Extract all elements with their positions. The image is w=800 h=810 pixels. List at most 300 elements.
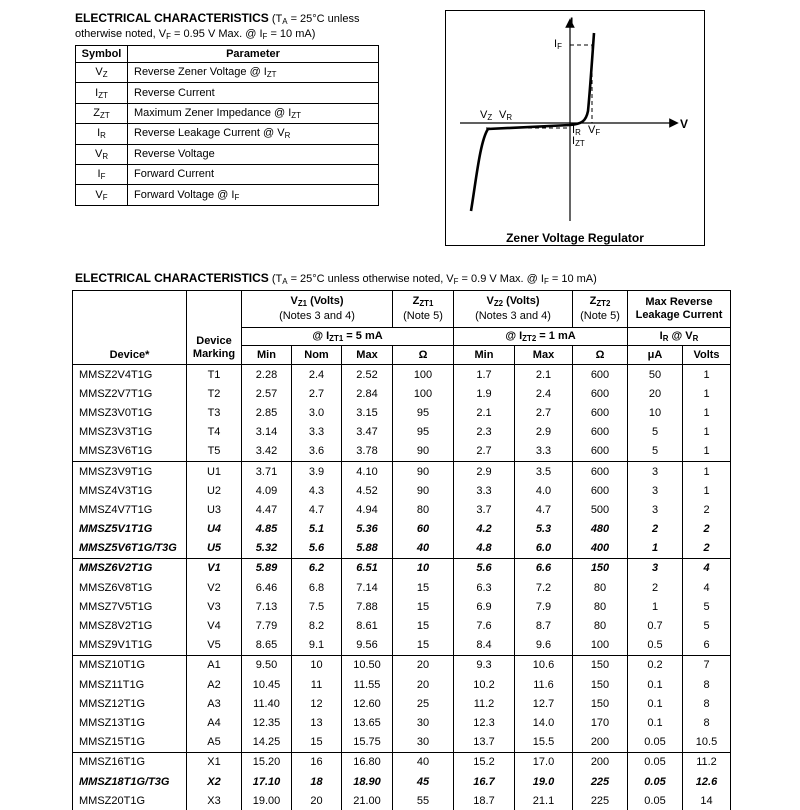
ir-cell: 5 xyxy=(628,442,683,462)
zzt1-cell: 45 xyxy=(393,772,454,791)
symbol-cell: $I_{ZT}$ xyxy=(76,83,128,103)
table-row xyxy=(73,713,731,732)
zzt1-cell: 90 xyxy=(393,442,454,462)
vz2-max-cell: 2.9 xyxy=(515,423,573,442)
vz2-max-cell: 3.5 xyxy=(515,461,573,481)
zener-iv-diagram xyxy=(445,10,705,246)
vz1-min-cell: 4.09 xyxy=(242,481,292,500)
table-row xyxy=(73,403,731,422)
parameter-cell: Forward Voltage @ $I_F$ xyxy=(128,185,379,205)
vz2-max-cell: 6.6 xyxy=(515,558,573,578)
vz2-min-cell: 2.1 xyxy=(454,403,515,422)
vr-label: $V_R$ xyxy=(499,109,513,122)
zzt1-cell: 20 xyxy=(393,675,454,694)
zzt2-cell: 150 xyxy=(573,675,628,694)
table-row xyxy=(73,752,731,772)
vz1-min-cell: 8.65 xyxy=(242,636,292,656)
marking-cell: X2 xyxy=(187,772,242,791)
symbol-row xyxy=(76,124,379,144)
vz2-min-cell: 10.2 xyxy=(454,675,515,694)
vz2-max-cell: 15.5 xyxy=(515,733,573,753)
vz1-max-cell: 3.47 xyxy=(342,423,393,442)
vz1-nom-cell: 6.2 xyxy=(292,558,342,578)
vz1-min-cell: 12.35 xyxy=(242,713,292,732)
symbol-cell: $Z_{ZT}$ xyxy=(76,103,128,123)
vz1-max-cell: 4.10 xyxy=(342,461,393,481)
symbol-cell: $V_Z$ xyxy=(76,63,128,83)
vz2-min-cell: 12.3 xyxy=(454,713,515,732)
device-cell: MMSZ16T1G xyxy=(73,752,187,772)
vz1-nom-cell: 10 xyxy=(292,655,342,675)
vz1-nom-cell: 4.3 xyxy=(292,481,342,500)
vz2-max-cell: 8.7 xyxy=(515,616,573,635)
zzt2-cell: 600 xyxy=(573,461,628,481)
vz2-min-cell: 11.2 xyxy=(454,694,515,713)
vz2-min-cell: 18.7 xyxy=(454,791,515,810)
zzt1-cell: 30 xyxy=(393,713,454,732)
device-cell: MMSZ13T1G xyxy=(73,713,187,732)
vr-cell: 1 xyxy=(683,423,731,442)
vz1-nom-cell: 3.6 xyxy=(292,442,342,462)
zzt2-cell: 150 xyxy=(573,655,628,675)
zzt1-cell: 15 xyxy=(393,616,454,635)
vz1-max-cell: 5.88 xyxy=(342,539,393,559)
zzt1-cell: 100 xyxy=(393,384,454,403)
vz1-nom-cell: 9.1 xyxy=(292,636,342,656)
ir-cell: 3 xyxy=(628,461,683,481)
vz2-header: $V_{Z2}$ (Volts) (Notes 3 and 4) xyxy=(454,291,573,328)
vz1-nom-cell: 3.0 xyxy=(292,403,342,422)
marking-cell: T1 xyxy=(187,365,242,385)
marking-cell: U3 xyxy=(187,500,242,519)
device-cell: MMSZ9V1T1G xyxy=(73,636,187,656)
zzt1-cell: 80 xyxy=(393,500,454,519)
vz1-min-cell: 2.57 xyxy=(242,384,292,403)
axis-i-label: I xyxy=(570,15,574,29)
vz1-max-cell: 4.52 xyxy=(342,481,393,500)
vr-cell: 1 xyxy=(683,403,731,422)
top-title-bold: ELECTRICAL CHARACTERISTICS xyxy=(75,11,269,25)
vz1-max-cell: 2.84 xyxy=(342,384,393,403)
col-parameter-header: Parameter xyxy=(128,46,379,63)
vz2-max-cell: 7.2 xyxy=(515,578,573,597)
vz1-header: $V_{Z1}$ (Volts) (Notes 3 and 4) xyxy=(242,291,393,328)
vr-cell: 2 xyxy=(683,520,731,539)
vz1-min-cell: 4.85 xyxy=(242,520,292,539)
vz1-min-cell: 3.14 xyxy=(242,423,292,442)
marking-cell: V1 xyxy=(187,558,242,578)
zzt2-cell: 600 xyxy=(573,442,628,462)
izt2-condition-header: @ $I_{ZT2} = 1$ mA xyxy=(454,328,628,346)
vz1-min-cell: 3.71 xyxy=(242,461,292,481)
vz2-max-cell: 2.1 xyxy=(515,365,573,385)
table-row xyxy=(73,558,731,578)
vz1-max-cell: 6.51 xyxy=(342,558,393,578)
table-row xyxy=(73,539,731,559)
zzt1-ohm-header: Ω xyxy=(393,346,454,365)
vr-cell: 1 xyxy=(683,384,731,403)
vz2-max-cell: 12.7 xyxy=(515,694,573,713)
ir-cell: 0.05 xyxy=(628,733,683,753)
marking-cell: V4 xyxy=(187,616,242,635)
zzt1-cell: 15 xyxy=(393,578,454,597)
zzt1-cell: 40 xyxy=(393,752,454,772)
device-cell: MMSZ20T1G xyxy=(73,791,187,810)
marking-cell: T4 xyxy=(187,423,242,442)
ir-cell: 0.05 xyxy=(628,772,683,791)
vz1-max-cell: 7.14 xyxy=(342,578,393,597)
izt-label: $I_{ZT}$ xyxy=(572,135,585,148)
vz1-max-cell: 15.75 xyxy=(342,733,393,753)
vr-cell: 14 xyxy=(683,791,731,810)
zzt1-header: $Z_{ZT1}$ (Note 5) xyxy=(393,291,454,328)
zzt2-cell: 100 xyxy=(573,636,628,656)
device-cell: MMSZ2V4T1G xyxy=(73,365,187,385)
vz1-nom-cell: 18 xyxy=(292,772,342,791)
vz2-max-cell: 5.3 xyxy=(515,520,573,539)
marking-header: Device Marking xyxy=(187,291,242,365)
col-symbol-header: Symbol xyxy=(76,46,128,63)
vz2-max-cell: 21.1 xyxy=(515,791,573,810)
vz2-max-cell: 4.7 xyxy=(515,500,573,519)
marking-cell: A1 xyxy=(187,655,242,675)
ir-cell: 20 xyxy=(628,384,683,403)
ir-cell: 3 xyxy=(628,558,683,578)
symbol-row xyxy=(76,83,379,103)
zzt2-cell: 225 xyxy=(573,791,628,810)
vz1-min-cell: 11.40 xyxy=(242,694,292,713)
table-row xyxy=(73,442,731,462)
device-cell: MMSZ3V0T1G xyxy=(73,403,187,422)
ir-cell: 10 xyxy=(628,403,683,422)
vz2-min-cell: 2.3 xyxy=(454,423,515,442)
vz1-max-cell: 18.90 xyxy=(342,772,393,791)
zzt2-header: $Z_{ZT2}$ (Note 5) xyxy=(573,291,628,328)
vz2-min-cell: 3.7 xyxy=(454,500,515,519)
vr-cell: 2 xyxy=(683,539,731,559)
zzt2-cell: 80 xyxy=(573,597,628,616)
ir-cell: 2 xyxy=(628,578,683,597)
vz1-max-cell: 9.56 xyxy=(342,636,393,656)
vr-cell: 8 xyxy=(683,694,731,713)
vz1-nom-cell: 2.4 xyxy=(292,365,342,385)
zzt1-cell: 20 xyxy=(393,655,454,675)
table-row xyxy=(73,655,731,675)
izt1-condition-header: @ $I_{ZT1} = 5$ mA xyxy=(242,328,454,346)
marking-cell: A5 xyxy=(187,733,242,753)
vz1-nom-cell: 6.8 xyxy=(292,578,342,597)
marking-cell: A2 xyxy=(187,675,242,694)
vz2-min-cell: 3.3 xyxy=(454,481,515,500)
device-cell: MMSZ10T1G xyxy=(73,655,187,675)
table-row xyxy=(73,461,731,481)
vz1-min-cell: 5.32 xyxy=(242,539,292,559)
vz1-max-header: Max xyxy=(342,346,393,365)
vz2-min-header: Min xyxy=(454,346,515,365)
vz1-nom-cell: 16 xyxy=(292,752,342,772)
zener-iv-curve xyxy=(471,33,594,211)
symbol-parameter-table xyxy=(75,45,379,206)
device-cell: MMSZ8V2T1G xyxy=(73,616,187,635)
table-row xyxy=(73,616,731,635)
vz2-max-cell: 10.6 xyxy=(515,655,573,675)
vz1-min-cell: 15.20 xyxy=(242,752,292,772)
symbol-cell: $V_F$ xyxy=(76,185,128,205)
zzt2-cell: 80 xyxy=(573,578,628,597)
vz2-min-cell: 6.3 xyxy=(454,578,515,597)
zzt1-cell: 90 xyxy=(393,461,454,481)
vz1-max-cell: 3.78 xyxy=(342,442,393,462)
zzt1-cell: 95 xyxy=(393,403,454,422)
device-cell: MMSZ15T1G xyxy=(73,733,187,753)
vz1-min-cell: 6.46 xyxy=(242,578,292,597)
ir-label: $I_R$ xyxy=(572,124,581,137)
vz1-nom-cell: 5.6 xyxy=(292,539,342,559)
vz1-min-cell: 5.89 xyxy=(242,558,292,578)
vz1-max-cell: 10.50 xyxy=(342,655,393,675)
vz2-max-cell: 6.0 xyxy=(515,539,573,559)
vz2-max-cell: 2.7 xyxy=(515,403,573,422)
vr-cell: 7 xyxy=(683,655,731,675)
vz1-nom-cell: 7.5 xyxy=(292,597,342,616)
marking-cell: V3 xyxy=(187,597,242,616)
vz1-nom-cell: 12 xyxy=(292,694,342,713)
vz1-max-cell: 4.94 xyxy=(342,500,393,519)
ir-cell: 1 xyxy=(628,539,683,559)
vr-cell: 12.6 xyxy=(683,772,731,791)
vz2-min-cell: 1.9 xyxy=(454,384,515,403)
vr-cell: 4 xyxy=(683,578,731,597)
zzt1-cell: 60 xyxy=(393,520,454,539)
zzt2-cell: 500 xyxy=(573,500,628,519)
marking-cell: X1 xyxy=(187,752,242,772)
ir-cell: 0.1 xyxy=(628,675,683,694)
vz2-max-header: Max xyxy=(515,346,573,365)
vz2-min-cell: 16.7 xyxy=(454,772,515,791)
vz1-max-cell: 11.55 xyxy=(342,675,393,694)
axis-v-label: V xyxy=(680,117,689,131)
vz1-min-cell: 9.50 xyxy=(242,655,292,675)
vz2-min-cell: 1.7 xyxy=(454,365,515,385)
vz2-min-cell: 4.8 xyxy=(454,539,515,559)
vz2-min-cell: 2.9 xyxy=(454,461,515,481)
zzt1-cell: 100 xyxy=(393,365,454,385)
main-table-title xyxy=(75,271,597,286)
ir-cell: 0.2 xyxy=(628,655,683,675)
zzt1-cell: 55 xyxy=(393,791,454,810)
zzt2-cell: 600 xyxy=(573,384,628,403)
marking-cell: A3 xyxy=(187,694,242,713)
electrical-characteristics-table xyxy=(72,290,731,810)
vz1-nom-cell: 2.7 xyxy=(292,384,342,403)
symbol-cell: $I_R$ xyxy=(76,124,128,144)
vz2-max-cell: 17.0 xyxy=(515,752,573,772)
vz2-max-cell: 2.4 xyxy=(515,384,573,403)
vz1-nom-cell: 8.2 xyxy=(292,616,342,635)
ir-cell: 3 xyxy=(628,500,683,519)
table-row xyxy=(73,423,731,442)
device-cell: MMSZ6V8T1G xyxy=(73,578,187,597)
main-title-cond: ($T_A = 25^\circ C$ unless otherwise noted, $V_F = 0.9$ V Max. @ $I_F = 10$ mA) xyxy=(268,273,597,286)
vz2-min-cell: 2.7 xyxy=(454,442,515,462)
vr-cell: 1 xyxy=(683,461,731,481)
marking-cell: U2 xyxy=(187,481,242,500)
vz2-max-cell: 9.6 xyxy=(515,636,573,656)
symbol-row xyxy=(76,63,379,83)
symbol-cell: $I_F$ xyxy=(76,164,128,184)
zzt1-cell: 10 xyxy=(393,558,454,578)
vz1-max-cell: 21.00 xyxy=(342,791,393,810)
vr-cell: 5 xyxy=(683,616,731,635)
vr-cell: 1 xyxy=(683,481,731,500)
vz1-min-cell: 2.85 xyxy=(242,403,292,422)
table-row xyxy=(73,636,731,656)
ir-cell: 2 xyxy=(628,520,683,539)
device-cell: MMSZ12T1G xyxy=(73,694,187,713)
vz1-nom-cell: 11 xyxy=(292,675,342,694)
zzt2-cell: 225 xyxy=(573,772,628,791)
zzt2-cell: 200 xyxy=(573,733,628,753)
vz1-nom-cell: 4.7 xyxy=(292,500,342,519)
zzt2-cell: 170 xyxy=(573,713,628,732)
vz1-nom-cell: 13 xyxy=(292,713,342,732)
vz1-min-cell: 7.13 xyxy=(242,597,292,616)
table-row xyxy=(73,500,731,519)
ir-cell: 0.1 xyxy=(628,713,683,732)
vz2-min-cell: 5.6 xyxy=(454,558,515,578)
device-cell: MMSZ11T1G xyxy=(73,675,187,694)
vz-label: $V_Z$ xyxy=(480,109,493,122)
device-cell: MMSZ3V9T1G xyxy=(73,461,187,481)
vz1-max-cell: 3.15 xyxy=(342,403,393,422)
symbol-row xyxy=(76,103,379,123)
vr-cell: 2 xyxy=(683,500,731,519)
zzt1-cell: 30 xyxy=(393,733,454,753)
if-label: $I_F$ xyxy=(554,38,562,51)
vz1-nom-cell: 3.9 xyxy=(292,461,342,481)
vz1-max-cell: 7.88 xyxy=(342,597,393,616)
zzt2-cell: 150 xyxy=(573,558,628,578)
vz1-min-cell: 3.42 xyxy=(242,442,292,462)
marking-cell: V2 xyxy=(187,578,242,597)
table-row xyxy=(73,384,731,403)
marking-cell: T5 xyxy=(187,442,242,462)
vz1-min-cell: 7.79 xyxy=(242,616,292,635)
vz1-min-header: Min xyxy=(242,346,292,365)
vz2-min-cell: 7.6 xyxy=(454,616,515,635)
vz1-min-cell: 10.45 xyxy=(242,675,292,694)
ir-cell: 0.5 xyxy=(628,636,683,656)
vr-cell: 8 xyxy=(683,713,731,732)
vz1-min-cell: 2.28 xyxy=(242,365,292,385)
ir-cell: 0.05 xyxy=(628,791,683,810)
vz1-max-cell: 5.36 xyxy=(342,520,393,539)
device-cell: MMSZ4V7T1G xyxy=(73,500,187,519)
table-row xyxy=(73,733,731,753)
parameter-cell: Forward Current xyxy=(128,164,379,184)
vz1-max-cell: 16.80 xyxy=(342,752,393,772)
vz1-max-cell: 8.61 xyxy=(342,616,393,635)
zzt2-cell: 400 xyxy=(573,539,628,559)
table-row xyxy=(73,365,731,385)
device-cell: MMSZ3V6T1G xyxy=(73,442,187,462)
symbol-cell: $V_R$ xyxy=(76,144,128,164)
table-row xyxy=(73,772,731,791)
vz1-nom-cell: 3.3 xyxy=(292,423,342,442)
symbol-row xyxy=(76,164,379,184)
zzt1-cell: 40 xyxy=(393,539,454,559)
device-cell: MMSZ3V3T1G xyxy=(73,423,187,442)
marking-cell: A4 xyxy=(187,713,242,732)
vz1-max-cell: 2.52 xyxy=(342,365,393,385)
vz2-max-cell: 19.0 xyxy=(515,772,573,791)
ir-vr-header: $I_R$ @ $V_R$ xyxy=(628,328,731,346)
device-cell: MMSZ2V7T1G xyxy=(73,384,187,403)
vz2-min-cell: 4.2 xyxy=(454,520,515,539)
parameter-cell: Reverse Current xyxy=(128,83,379,103)
vz1-min-cell: 19.00 xyxy=(242,791,292,810)
vz1-min-cell: 17.10 xyxy=(242,772,292,791)
device-cell: MMSZ18T1G/T3G xyxy=(73,772,187,791)
device-header: Device* xyxy=(73,291,187,365)
vr-cell: 8 xyxy=(683,675,731,694)
vr-cell: 1 xyxy=(683,365,731,385)
vz1-max-cell: 12.60 xyxy=(342,694,393,713)
table-row xyxy=(73,578,731,597)
vr-cell: 5 xyxy=(683,597,731,616)
ir-cell: 5 xyxy=(628,423,683,442)
ir-cell: 0.05 xyxy=(628,752,683,772)
device-cell: MMSZ5V1T1G xyxy=(73,520,187,539)
vz2-min-cell: 6.9 xyxy=(454,597,515,616)
device-cell: MMSZ6V2T1G xyxy=(73,558,187,578)
vz2-min-cell: 8.4 xyxy=(454,636,515,656)
vz2-min-cell: 9.3 xyxy=(454,655,515,675)
zzt2-cell: 600 xyxy=(573,423,628,442)
parameter-cell: Maximum Zener Impedance @ $I_{ZT}$ xyxy=(128,103,379,123)
marking-cell: U1 xyxy=(187,461,242,481)
table-row xyxy=(73,481,731,500)
symbol-row xyxy=(76,144,379,164)
ir-cell: 50 xyxy=(628,365,683,385)
marking-cell: U4 xyxy=(187,520,242,539)
vr-cell: 10.5 xyxy=(683,733,731,753)
vz2-max-cell: 7.9 xyxy=(515,597,573,616)
vz1-nom-cell: 5.1 xyxy=(292,520,342,539)
marking-cell: U5 xyxy=(187,539,242,559)
vz1-min-cell: 4.47 xyxy=(242,500,292,519)
vz1-min-cell: 14.25 xyxy=(242,733,292,753)
zzt2-cell: 600 xyxy=(573,403,628,422)
leakage-header: Max Reverse Leakage Current xyxy=(628,291,731,328)
marking-cell: T2 xyxy=(187,384,242,403)
ir-ua-header: μA xyxy=(628,346,683,365)
ir-cell: 0.1 xyxy=(628,694,683,713)
zzt1-cell: 15 xyxy=(393,636,454,656)
table-row xyxy=(73,597,731,616)
marking-cell: T3 xyxy=(187,403,242,422)
device-cell: MMSZ5V6T1G/T3G xyxy=(73,539,187,559)
table-row xyxy=(73,675,731,694)
table-row xyxy=(73,520,731,539)
zzt1-cell: 95 xyxy=(393,423,454,442)
device-cell: MMSZ7V5T1G xyxy=(73,597,187,616)
zzt2-cell: 480 xyxy=(573,520,628,539)
vz1-nom-cell: 15 xyxy=(292,733,342,753)
vz2-max-cell: 14.0 xyxy=(515,713,573,732)
zzt2-cell: 200 xyxy=(573,752,628,772)
vz2-min-cell: 13.7 xyxy=(454,733,515,753)
